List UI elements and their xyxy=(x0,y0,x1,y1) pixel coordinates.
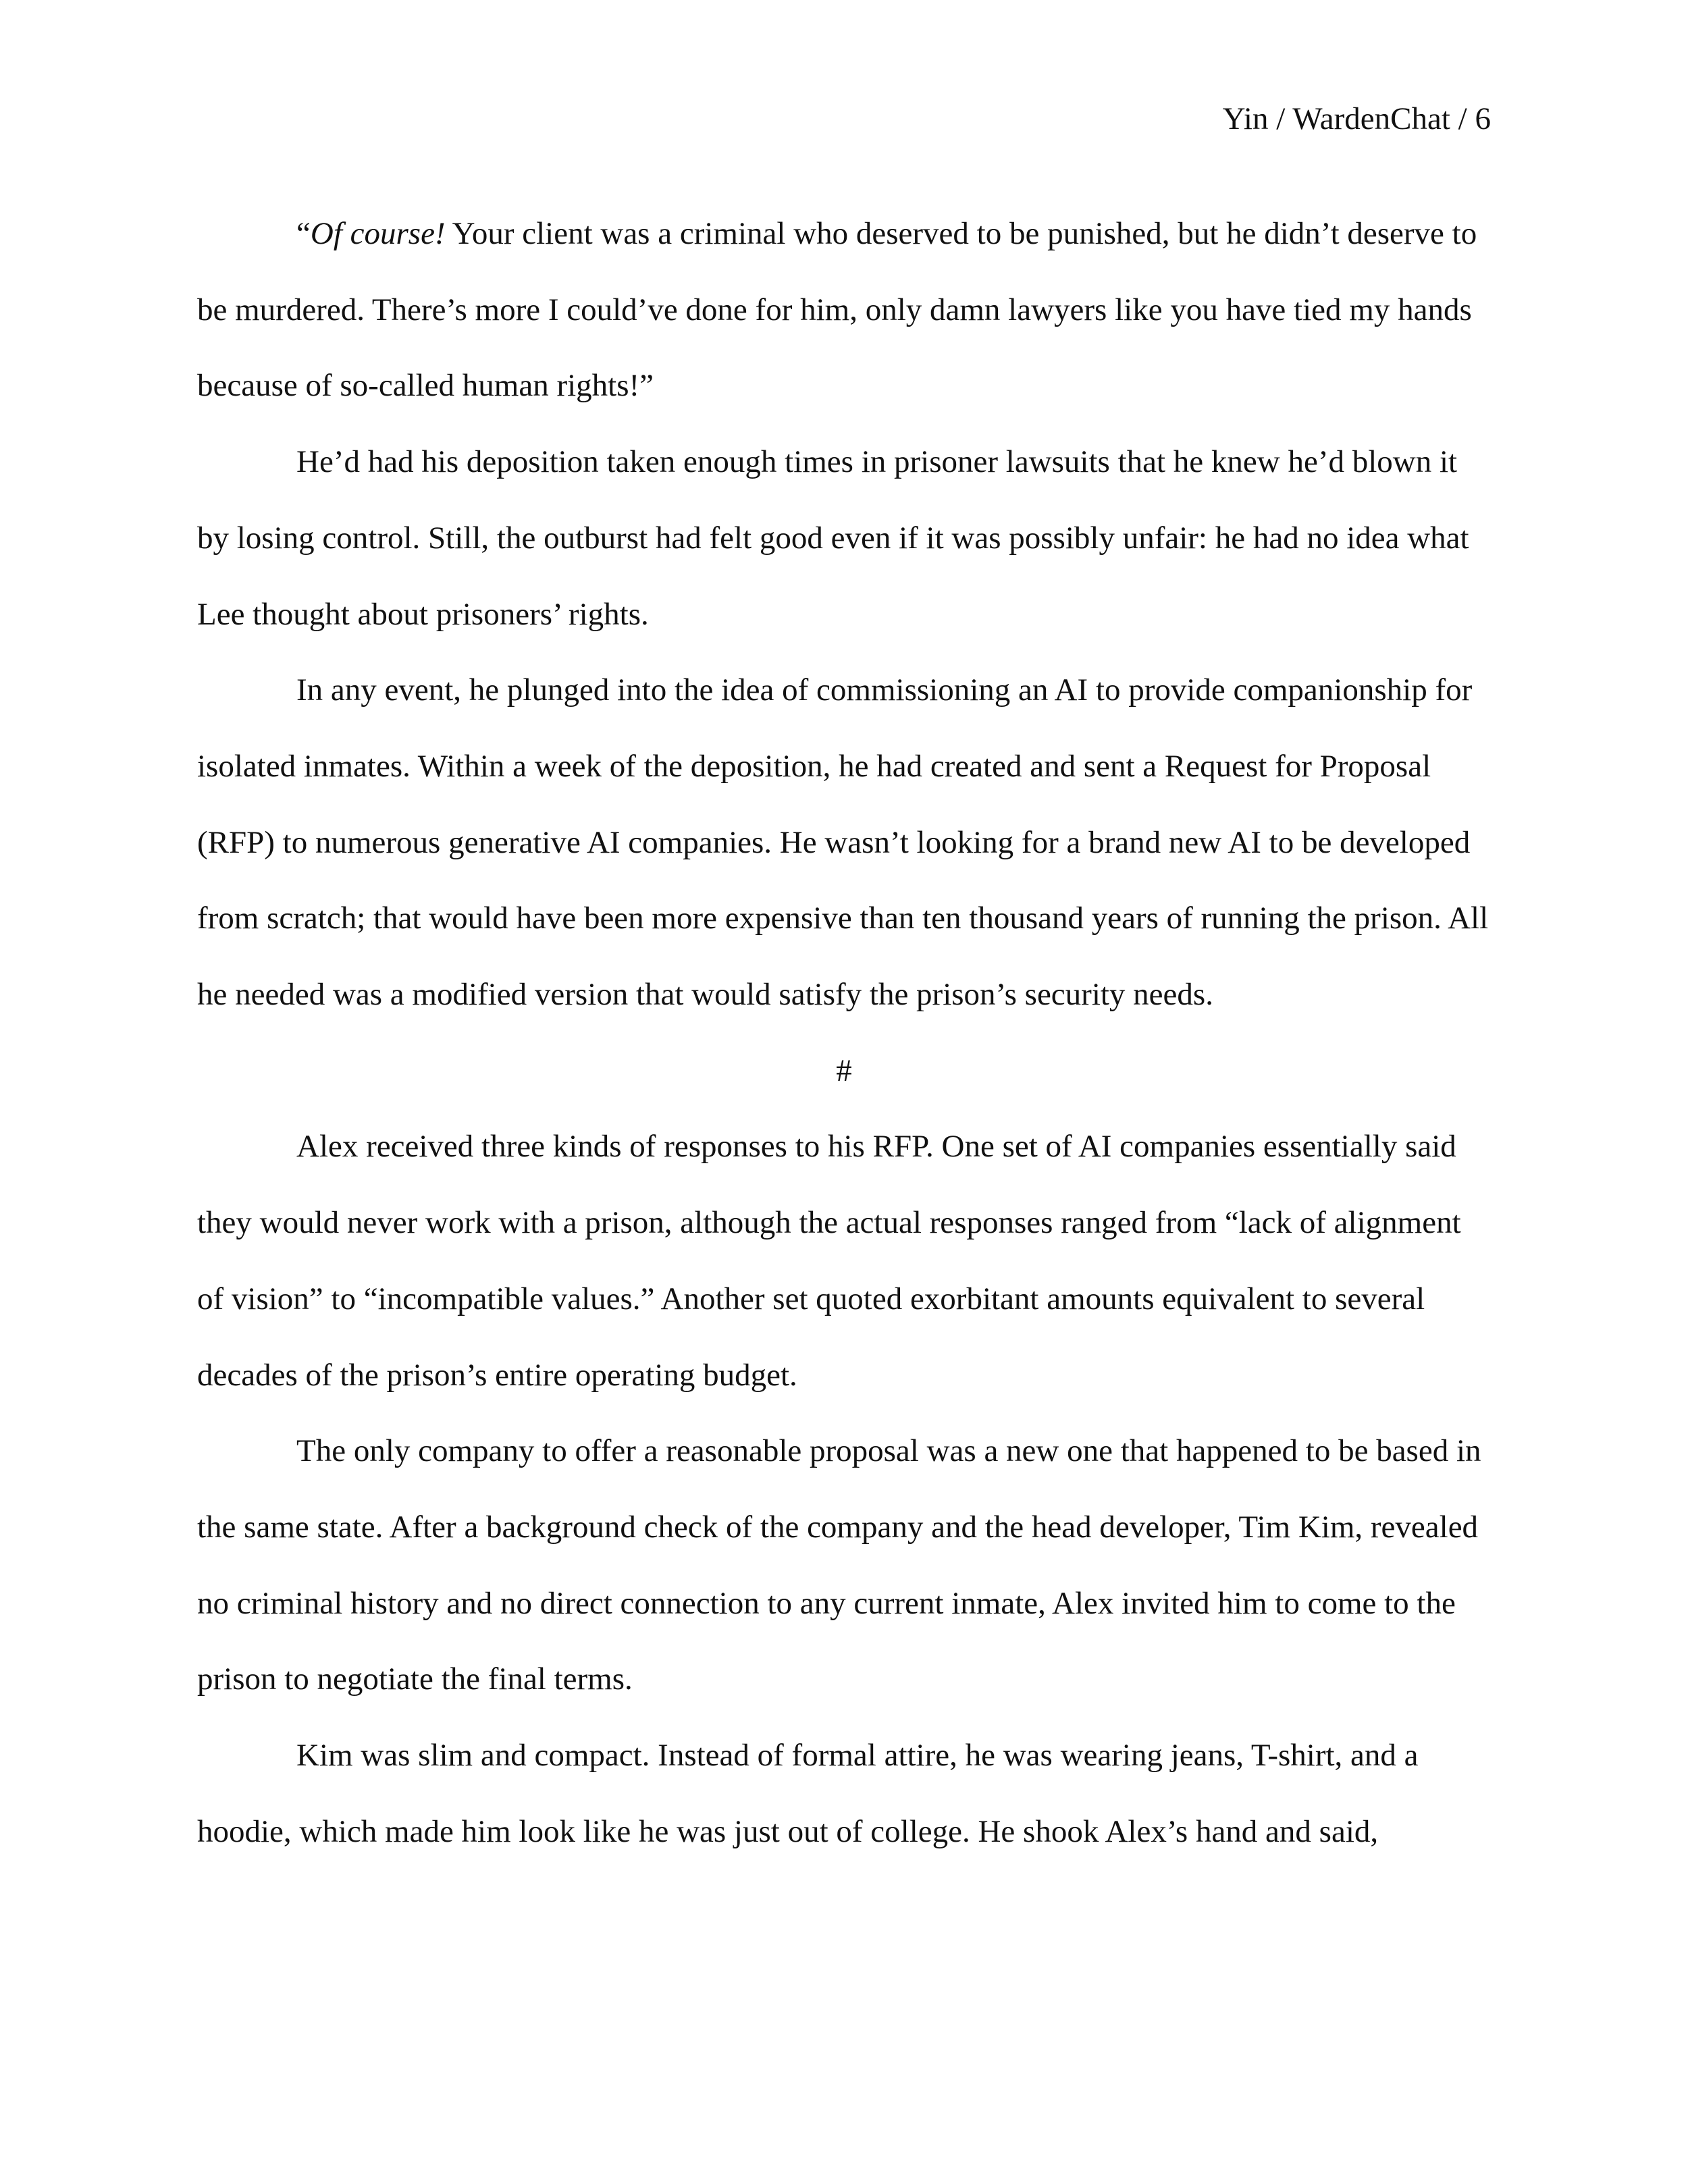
paragraph-2: He’d had his deposition taken enough times in prisoner lawsuits that he knew he’d blown it by losing control. Still, the outburst had felt good even if it was possibly unfair: he had no idea what Lee thought about prisoners’ rights. xyxy=(197,444,1469,632)
paragraph-5: The only company to offer a reasonable proposal was a new one that happened to be based in the same state. After a background check of the company and the head developer, Tim Kim, revealed no criminal history and no direct connection to any current inmate, Alex invited him to come to the prison to negotiate the final terms. xyxy=(197,1433,1481,1697)
paragraph-3: In any event, he plunged into the idea of commissioning an AI to provide companionship for isolated inmates. Within a week of the deposition, he had created and sent a Request for Proposal (RFP) to numerous generative AI companies. He wasn’t looking for a brand new AI to be developed from scratch; that would have been more expensive than ten thousand years of running the prison. All he needed was a modified version that would satisfy the prison’s security needs. xyxy=(197,672,1489,1013)
paragraph-1 xyxy=(197,196,1491,424)
paragraph-4: Alex received three kinds of responses to his RFP. One set of AI companies essentially said they would never work with a prison, although the actual responses ranged from “lack of alignment of vision” to “incompatible values.” Another set quoted exorbitant amounts equivalent to several decades of the prison’s entire operating budget. xyxy=(197,1129,1461,1393)
manuscript-body xyxy=(197,196,1491,1869)
italic-exclamation: Of course! xyxy=(310,216,446,251)
paragraph-1-text: Your client was a criminal who deserved to be punished, but he didn’t deserve to be murdered. There’s more I could’ve done for him, only damn lawyers like you have tied my hands because of so-called human rights!” xyxy=(197,216,1477,404)
paragraph-6: Kim was slim and compact. Instead of formal attire, he was wearing jeans, T-shirt, and a hoodie, which made him look like he was just out of college. He shook Alex’s hand and said, xyxy=(197,1738,1419,1849)
running-header: Yin / WardenChat / 6 xyxy=(1222,101,1491,136)
open-quote: “ xyxy=(296,216,311,251)
section-break: # xyxy=(836,1053,852,1088)
